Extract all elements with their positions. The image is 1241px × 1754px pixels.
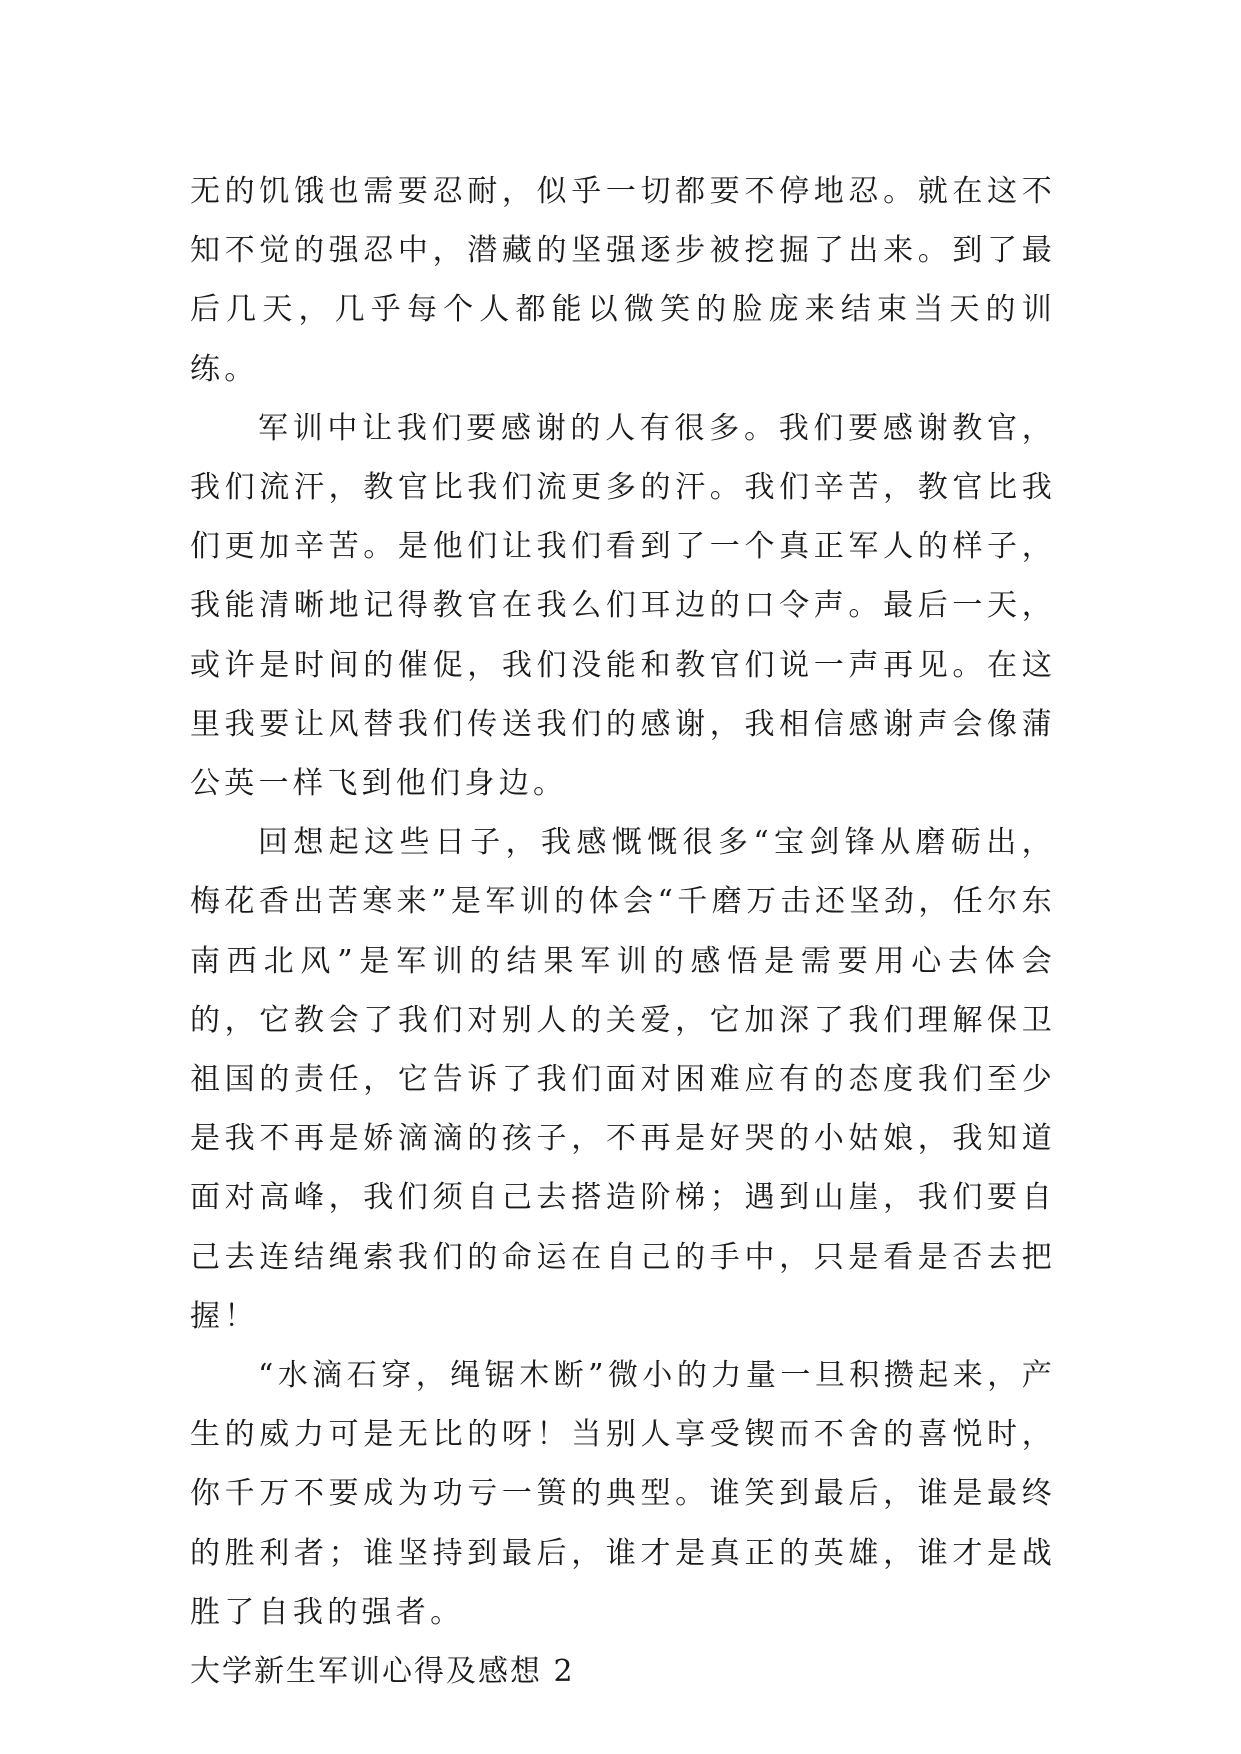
paragraph-1: 无的饥饿也需要忍耐，似乎一切都要不停地忍。就在这不知不觉的强忍中，潜藏的坚强逐步被挖掘了出来。到了最后几天，几乎每个人都能以微笑的脸庞来结束当天的训练。 (190, 174, 1056, 387)
paragraph-3: 回想起这些日子，我感慨慨很多“宝剑锋从磨砺出，梅花香出苦寒来”是军训的体会“千磨万击还坚劲，任尔东南西北风”是军训的结果军训的感悟是需要用心去体会的，它教会了我们对别人的关爱，它加深了我们理解保卫祖国的责任，它告诉了我们面对困难应有的态度我们至少是我不再是娇滴滴的孩子，不再是好哭的小姑娘，我知道面对高峰，我们须自己去搭造阶梯；遇到山崖，我们要自己去连结绳索我们的命运在自己的手中，只是看是否去把握！ (190, 825, 1056, 1334)
section-heading: 大学新生军训心得及感想 2 (190, 1654, 575, 1690)
document-body (190, 162, 1056, 1701)
paragraph-2: 军训中让我们要感谢的人有很多。我们要感谢教官，我们流汗，教官比我们流更多的汗。我们辛苦，教官比我们更加辛苦。是他们让我们看到了一个真正军人的样子，我能清晰地记得教官在我么们耳边的口令声。最后一天，或许是时间的催促，我们没能和教官们说一声再见。在这里我要让风替我们传送我们的感谢，我相信感谢声会像蒲公英一样飞到他们身边。 (190, 410, 1056, 802)
paragraph-4: “水滴石穿，绳锯木断”微小的力量一旦积攒起来，产生的威力可是无比的呀！当别人享受锲而不舍的喜悦时，你千万不要成为功亏一篑的典型。谁笑到最后，谁是最终的胜利者；谁坚持到最后，谁才是真正的英雄，谁才是战胜了自我的强者。 (190, 1358, 1056, 1630)
